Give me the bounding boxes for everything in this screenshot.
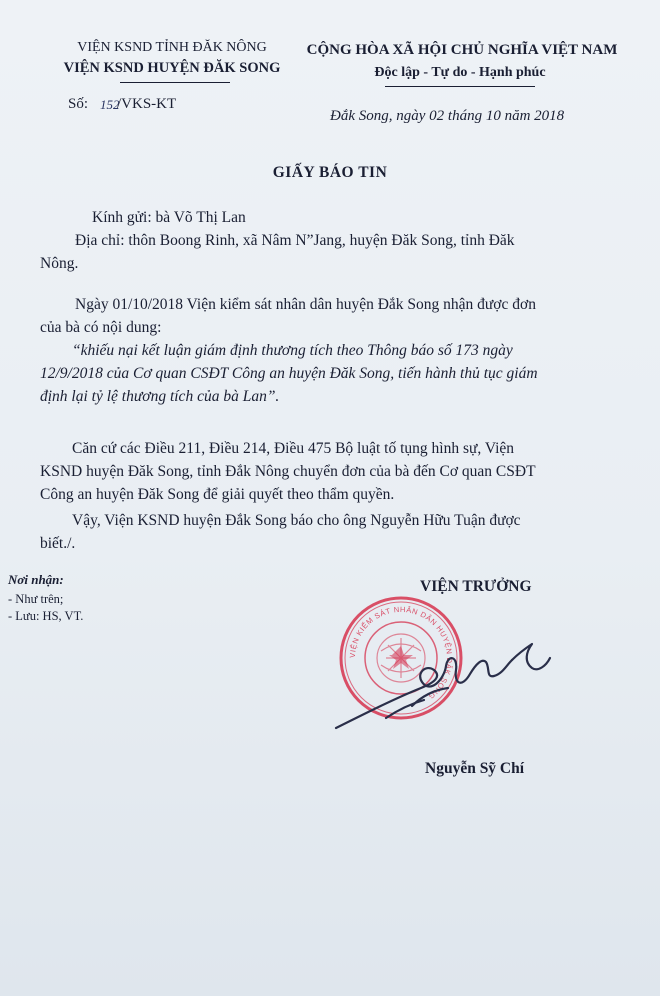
doc-number-code: /VKS-KT [117,96,177,112]
motto-underline [385,86,535,87]
document-title: GIẤY BÁO TIN [272,164,388,181]
doc-number-label: Số: [68,96,89,112]
body-p1-line2: của bà có nội dung: [40,319,162,336]
signer-position: VIỆN TRƯỞNG [420,578,532,595]
place-date: Đắk Song, ngày 02 tháng 10 năm 2018 [330,108,565,124]
parent-agency-name: VIỆN KSND TỈNH ĐĂK NÔNG [77,40,267,55]
recipient-item: - Như trên; [8,592,64,606]
national-title: CỘNG HÒA XÃ HỘI CHỦ NGHĨA VIỆT NAM [306,42,618,58]
body-p2-line1: Căn cứ các Điều 211, Điều 214, Điều 475 Bộ luật tố tụng hình sự, Viện [72,440,515,457]
agency-underline [120,82,230,83]
body-p3-line1: Vậy, Viện KSND huyện Đắk Song báo cho ông Nguyễn Hữu Tuận được [72,512,521,529]
handwritten-signature [326,618,556,738]
address-line-1: Địa chỉ: thôn Boong Rinh, xã Nâm N”Jang, huyện Đăk Song, tỉnh Đăk [75,232,515,249]
body-p2-line3: Công an huyện Đăk Song để giải quyết theo thẩm quyền. [40,486,395,503]
addressee-line: Kính gửi: bà Võ Thị Lan [92,209,246,226]
recipient-item: - Lưu: HS, VT. [8,609,84,623]
body-p1-line1: Ngày 01/10/2018 Viện kiểm sát nhân dân huyện Đắk Song nhận được đơn [75,296,536,313]
signer-name: Nguyễn Sỹ Chí [425,760,525,777]
quote-line2: 12/9/2018 của Cơ quan CSĐT Công an huyện Đăk Song, tiến hành thủ tục giám [40,365,538,382]
address-line-2: Nông. [40,255,79,272]
national-motto: Độc lập - Tự do - Hạnh phúc [374,65,546,80]
quote-line1: “khiếu nại kết luận giám định thương tích theo Thông báo số 173 ngày [72,342,513,359]
agency-name: VIỆN KSND HUYỆN ĐĂK SONG [63,60,281,76]
body-p2-line2: KSND huyện Đăk Song, tỉnh Đắk Nông chuyển đơn của bà đến Cơ quan CSĐT [40,463,536,480]
body-p3-line2: biết./. [40,535,76,552]
quote-line3: định lại tỷ lệ thương tích của bà Lan”. [40,388,280,405]
doc-number-handwritten: 152 [100,97,120,112]
recipients-label: Nơi nhận: [8,572,64,587]
svg-text:VIỆN KIỂM SÁT NHÂN DÂN HUYỆN Đ: VIỆN KIỂM SÁT NHÂN DÂN HUYỆN ĐĂK SONG [347,604,455,702]
